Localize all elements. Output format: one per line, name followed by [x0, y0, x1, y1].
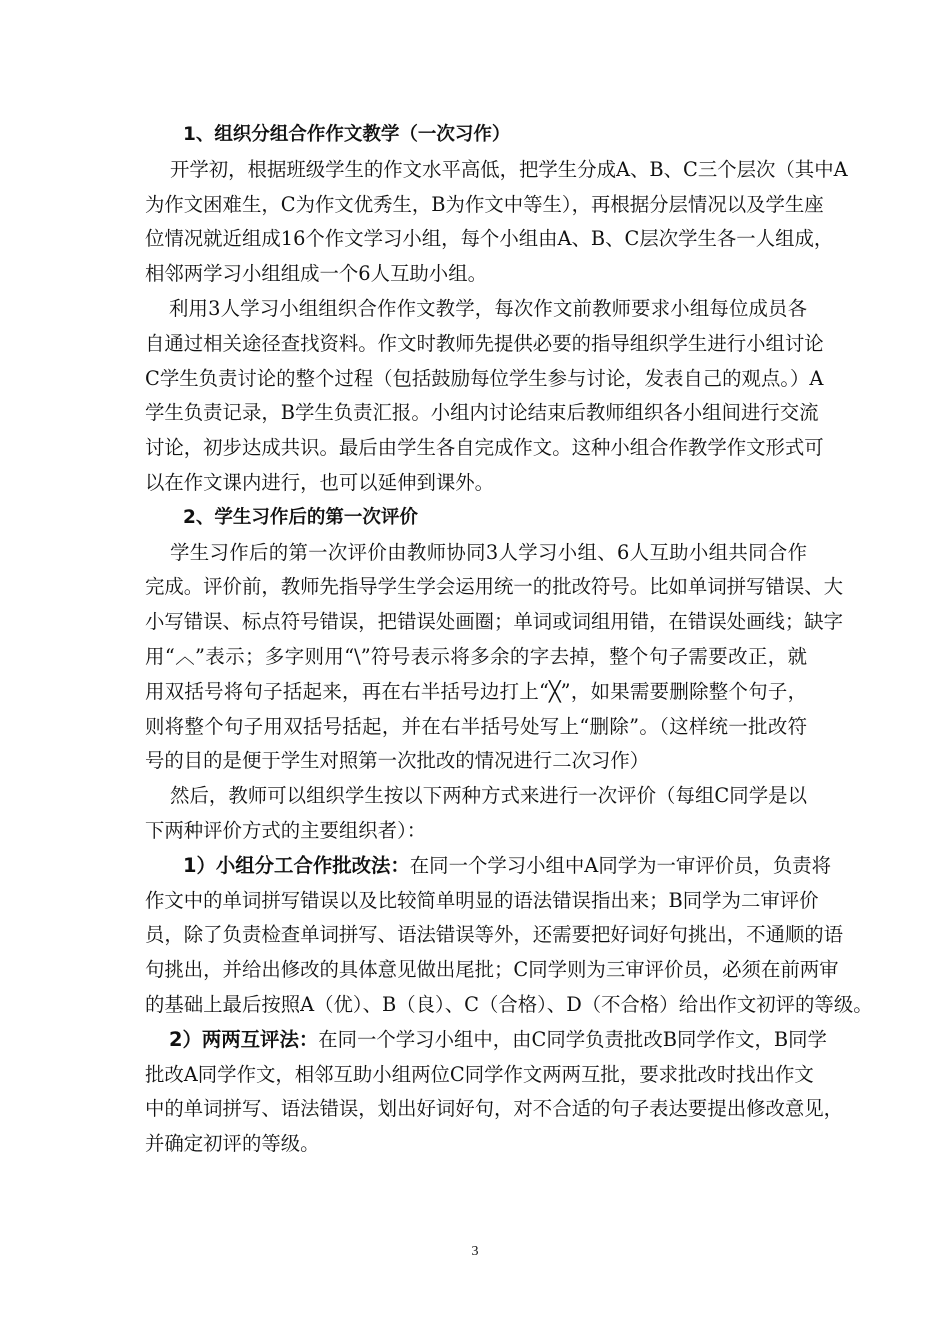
method-1-paragraph: [145, 849, 873, 1023]
method-2-label: 2）两两互评法：: [169, 1027, 319, 1051]
page-number: 3: [471, 1244, 479, 1259]
section-1-heading: 1、组织分组合作作文教学（一次习作）: [183, 124, 511, 145]
text-line: 号的目的是便于学生对照第一次批改的情况进行二次习作）: [145, 749, 650, 773]
text-line: 下两种评价方式的主要组织者）：: [145, 818, 427, 842]
text-line: 自通过相关途径查找资料。作文时教师先提供必要的指导组织学生进行小组讨论: [145, 331, 824, 355]
section-2-paragraph-1: [145, 536, 844, 780]
text-line: 以在作文课内进行，也可以延伸到课外。: [145, 470, 495, 494]
text-line: 用双括号将句子括起来，再在右半括号边打上“╳”，如果需要删除整个句子，: [145, 679, 807, 703]
section-1-paragraph-1: [145, 153, 848, 292]
text-line: 讨论，初步达成共识。最后由学生各自完成作文。这种小组合作教学作文形式可: [145, 436, 824, 460]
method-2-paragraph: [145, 1023, 844, 1162]
section-2-paragraph-2: [145, 779, 807, 849]
method-1-label: 1）小组分工合作批改法：: [183, 853, 410, 877]
text-line: 学生习作后的第一次评价由教师协同3人学习小组、6人互助小组共同合作: [170, 540, 807, 564]
text-line: 批改A同学作文，相邻互助小组两位C同学作文两两互批，要求批改时找出作文: [145, 1062, 814, 1086]
method-2-text: 在同一个学习小组中，由C同学负责批改B同学作文，B同学: [318, 1027, 827, 1051]
text-line: 相邻两学习小组组成一个6人互助小组。: [145, 262, 487, 286]
text-line: 并确定初评的等级。: [145, 1132, 320, 1156]
text-line: C学生负责讨论的整个过程（包括鼓励每位学生参与讨论，发表自己的观点。）A: [145, 366, 824, 390]
page-body: [145, 118, 873, 1162]
text-line: 则将整个句子用双括号括起，并在右半括号处写上“删除”。（这样统一批改符: [145, 714, 807, 738]
text-line: 的基础上最后按照A（优）、B（良）、C（合格）、D（不合格）给出作文初评的等级。: [145, 992, 873, 1016]
text-line: [145, 1023, 827, 1058]
text-line: 为作文困难生，C为作文优秀生，B为作文中等生），再根据分层情况以及学生座: [145, 192, 824, 216]
text-line: 学生负责记录，B学生负责汇报。小组内讨论结束后教师组织各小组间进行交流: [145, 401, 819, 425]
text-line: 开学初，根据班级学生的作文水平高低，把学生分成A、B、C三个层次（其中A: [170, 157, 848, 181]
text-line: 用“︿”表示；多字则用“\”符号表示将多余的字去掉，整个句子需要改正，就: [145, 644, 807, 668]
text-line: 然后，教师可以组织学生按以下两种方式来进行一次评价（每组C同学是以: [170, 784, 807, 808]
section-2-heading: 2、学生习作后的第一次评价: [183, 506, 418, 528]
method-1-text: 在同一个学习小组中A同学为一审评价员，负责将: [409, 853, 832, 877]
text-line: 作文中的单词拼写错误以及比较简单明显的语法错误指出来；B同学为二审评价: [145, 888, 819, 912]
text-line: 中的单词拼写、语法错误，划出好词好句，对不合适的句子表达要提出修改意见，: [145, 1097, 844, 1121]
text-line: 小写错误、标点符号错误，把错误处画圈；单词或词组用错，在错误处画线；缺字: [145, 610, 844, 634]
text-line: 完成。评价前，教师先指导学生学会运用统一的批改符号。比如单词拼写错误、大: [145, 575, 844, 599]
text-line: [145, 849, 832, 884]
text-line: 句挑出，并给出修改的具体意见做出尾批；C同学则为三审评价员，必须在前两审: [145, 958, 839, 982]
section-1-paragraph-2: [145, 292, 824, 501]
text-line: 员，除了负责检查单词拼写、语法错误等外，还需要把好词好句挑出，不通顺的语: [145, 923, 844, 947]
text-line: 位情况就近组成16个作文学习小组，每个小组由A、B、C层次学生各一人组成，: [145, 227, 834, 251]
text-line: 利用3人学习小组组织合作作文教学，每次作文前教师要求小组每位成员各: [169, 296, 807, 320]
